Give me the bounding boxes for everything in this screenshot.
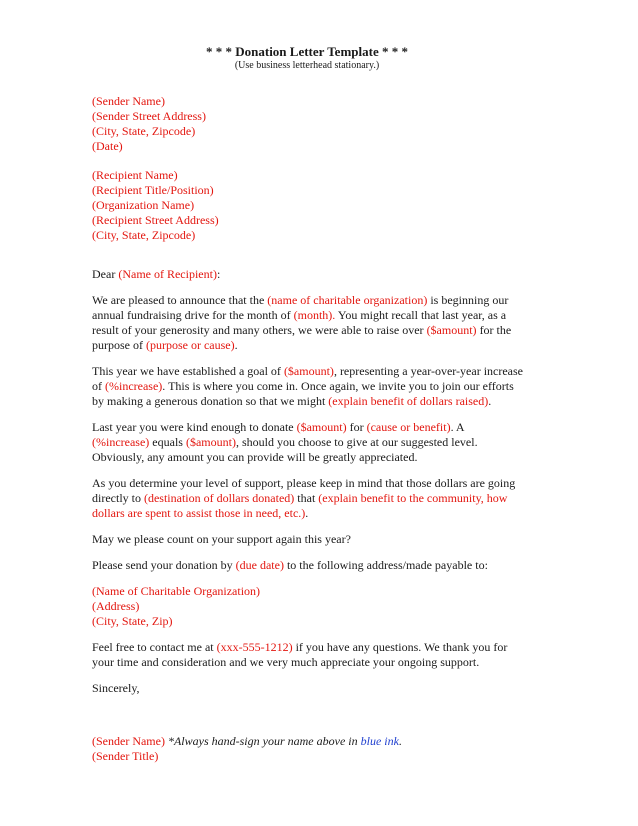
placeholder-field: (destination of dollars donated) <box>143 491 295 505</box>
body-paragraph <box>92 293 552 353</box>
placeholder-field: dollars are spent to assist those in need, etc.) <box>92 506 306 520</box>
body-text: Please send your donation by <box>92 558 236 572</box>
paragraph-line <box>92 681 552 696</box>
placeholder-field: (due date) <box>235 558 284 572</box>
paragraph-line <box>92 308 552 323</box>
body-text: directly to <box>92 491 144 505</box>
recipient-address-line: (Recipient Title/Position) <box>92 183 214 197</box>
paragraph-line <box>92 420 552 435</box>
signature-note: *Always hand-sign your name above in <box>164 734 361 748</box>
paragraph-line <box>92 491 552 506</box>
body-paragraph <box>92 476 552 521</box>
body-text: is beginning our <box>427 293 509 307</box>
paragraph-line <box>92 584 552 599</box>
body-paragraph <box>92 420 552 465</box>
salutation-suffix: : <box>216 267 221 281</box>
signature-sender-title: (Sender Title) <box>92 749 159 763</box>
placeholder-field: ($amount) <box>283 364 334 378</box>
body-text: You might recall that last year, as a <box>335 308 507 322</box>
paragraph-line <box>92 364 552 379</box>
placeholder-field: (name of charitable organization) <box>267 293 428 307</box>
body-text: Sincerely, <box>92 681 140 695</box>
salutation-prefix: Dear <box>92 267 119 281</box>
paragraph-line <box>92 655 552 670</box>
body-paragraph <box>92 364 552 409</box>
placeholder-field: (%increase) <box>92 435 150 449</box>
body-paragraph <box>92 640 552 670</box>
body-text: to the following address/made payable to: <box>283 558 488 572</box>
signature-note-ink: blue ink <box>360 734 399 748</box>
body-text: This year we have established a goal of <box>92 364 284 378</box>
body-paragraph <box>92 532 552 547</box>
placeholder-field: (explain benefit of dollars raised) <box>328 394 489 408</box>
body-text: , should you choose to give at our suggested level. <box>235 435 478 449</box>
placeholder-field: (Name of Charitable Organization) <box>92 584 261 598</box>
placeholder-field: ($amount) <box>185 435 236 449</box>
body-text: Feel free to contact me at <box>92 640 217 654</box>
body-text: equals <box>149 435 186 449</box>
body-paragraph <box>92 681 552 696</box>
signature-space <box>92 707 552 734</box>
body-text: for the <box>476 323 512 337</box>
signature-note-suffix: . <box>398 734 402 748</box>
signature-line <box>92 734 552 749</box>
body-text: We are pleased to announce that the <box>92 293 268 307</box>
body-text: . This is where you come in. Once again, we invite you to join our efforts <box>162 379 514 393</box>
placeholder-field: ($amount) <box>426 323 477 337</box>
paragraph-line <box>92 532 552 547</box>
paragraph-line <box>92 599 552 614</box>
body-text: purpose of <box>92 338 146 352</box>
placeholder-field: (City, State, Zip) <box>92 614 173 628</box>
paragraph-line <box>92 379 552 394</box>
body-text: for <box>346 420 367 434</box>
body-text: May we please count on your support again this year? <box>92 532 351 546</box>
paragraph-line <box>92 293 552 308</box>
salutation <box>92 267 552 282</box>
body-text: As you determine your level of support, please keep in mind that those dollars are going <box>92 476 516 490</box>
placeholder-field: (xxx-555-1212) <box>216 640 293 654</box>
sender-address-block <box>92 94 552 154</box>
recipient-address-line: (Recipient Street Address) <box>92 213 219 227</box>
sender-address-line: (Date) <box>92 139 123 153</box>
body-text: result of your generosity and many others, we were able to raise over <box>92 323 427 337</box>
body-paragraph <box>92 584 552 629</box>
placeholder-field: (cause or benefit) <box>366 420 451 434</box>
body-text: that <box>294 491 319 505</box>
paragraph-line <box>92 323 552 338</box>
body-text: . <box>305 506 309 520</box>
letter-body <box>92 293 552 696</box>
paragraph-line <box>92 394 552 409</box>
body-text: of <box>92 379 105 393</box>
paragraph-line <box>92 435 552 450</box>
body-text: . <box>488 394 492 408</box>
body-text: if you have any questions. We thank you for <box>292 640 508 654</box>
signature-sender-name: (Sender Name) <box>92 734 165 748</box>
recipient-address-block <box>92 168 552 243</box>
body-text: Obviously, any amount you can provide will be greatly appreciated. <box>92 450 418 464</box>
body-text: . A <box>450 420 465 434</box>
signature-block <box>92 734 552 764</box>
recipient-address-line: (City, State, Zipcode) <box>92 228 196 242</box>
recipient-address-line: (Recipient Name) <box>92 168 178 182</box>
placeholder-field: (Address) <box>92 599 140 613</box>
sender-address-line: (Sender Name) <box>92 94 165 108</box>
paragraph-line <box>92 506 552 521</box>
paragraph-line <box>92 476 552 491</box>
placeholder-field: ($amount) <box>296 420 347 434</box>
paragraph-line <box>92 640 552 655</box>
paragraph-line <box>92 558 552 573</box>
letter-page <box>92 44 552 764</box>
body-text: annual fundraising drive for the month of <box>92 308 294 322</box>
body-paragraph <box>92 558 552 573</box>
recipient-address-line: (Organization Name) <box>92 198 195 212</box>
placeholder-field: (purpose or cause) <box>146 338 235 352</box>
placeholder-field: (month). <box>293 308 336 322</box>
placeholder-field: (explain benefit to the community, how <box>318 491 508 505</box>
body-text: by making a generous donation so that we might <box>92 394 329 408</box>
paragraph-line <box>92 614 552 629</box>
document-title: * * * Donation Letter Template * * * <box>206 44 408 59</box>
body-text: your time and consideration and we very much appreciate your ongoing support. <box>92 655 480 669</box>
body-text: Last year you were kind enough to donate <box>92 420 297 434</box>
paragraph-line <box>92 450 552 465</box>
sender-address-line: (Sender Street Address) <box>92 109 206 123</box>
salutation-recipient-name: (Name of Recipient) <box>118 267 217 281</box>
body-text: . <box>234 338 238 352</box>
document-subtitle: (Use business letterhead stationary.) <box>234 60 380 71</box>
sender-address-line: (City, State, Zipcode) <box>92 124 196 138</box>
body-text: , representing a year-over-year increase <box>333 364 524 378</box>
placeholder-field: (%increase) <box>105 379 163 393</box>
paragraph-line <box>92 338 552 353</box>
